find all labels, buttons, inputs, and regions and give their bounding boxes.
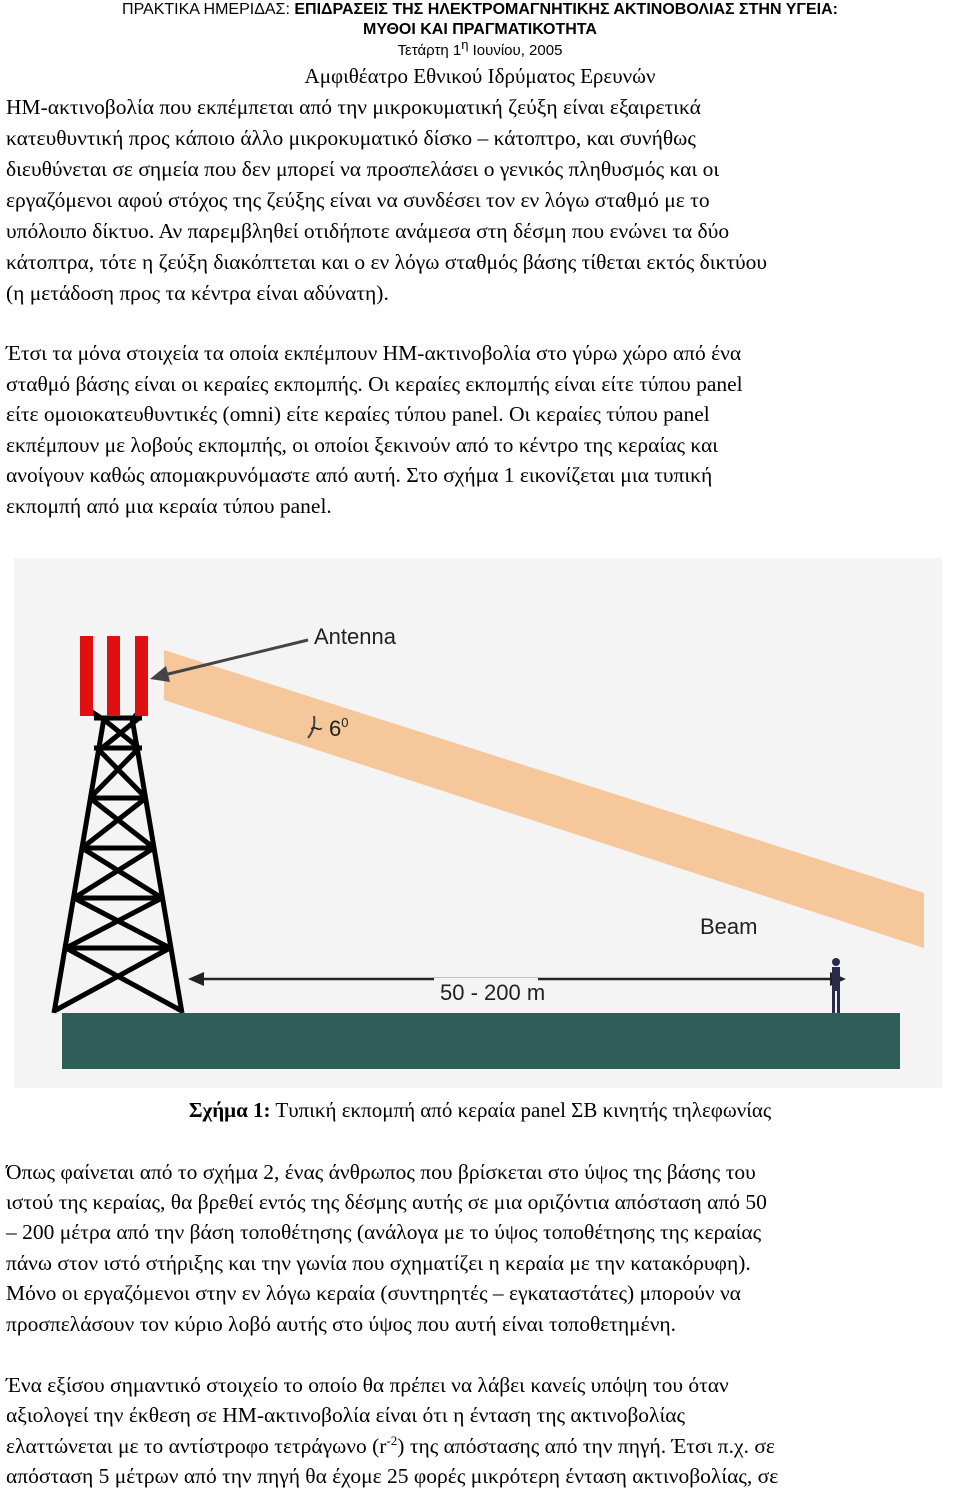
figure-caption xyxy=(0,1096,960,1124)
figure-svg xyxy=(14,558,942,1088)
date-rest: Ιουνίου, 2005 xyxy=(468,42,563,59)
p3-line: Μόνο οι εργαζόμενοι στην εν λόγω κεραία (συντηρητές – εγκαταστάτες) μπορούν να xyxy=(6,1281,741,1305)
ground xyxy=(62,1013,900,1069)
p2-line: εκπομπή από μια κεραία τύπου panel. xyxy=(6,494,332,518)
p2-line: σταθμό βάσης είναι οι κεραίες εκπομπής. Οι κεραίες εκπομπής είναι είτε τύπου panel xyxy=(6,372,743,396)
p3-line: ιστού της κεραίας, θα βρεθεί εντός της δέσμης αυτής σε μια οριζόντια απόσταση από 50 xyxy=(6,1190,767,1214)
p1-line: εργαζόμενοι αφού στόχος της ζεύξης είναι να συνδέσει τον εν λόγω σταθμό με το xyxy=(6,188,710,212)
p4-line3-a: ελαττώνεται με το αντίστροφο τετράγωνο (r xyxy=(6,1434,387,1458)
header-line2: ΜΥΘΟΙ ΚΑΙ ΠΡΑΓΜΑΤΙΚΟΤΗΤΑ xyxy=(363,21,597,38)
p3-line: Όπως φαίνεται από το σχήμα 2, ένας άνθρωπος που βρίσκεται στο ύψος της βάσης του xyxy=(6,1160,756,1184)
p4-line3-b: ) της απόστασης από την πηγή. Έτσι π.χ. σε xyxy=(397,1434,775,1458)
figure-background xyxy=(14,558,942,1088)
caption-text: Τυπική εκπομπή από κεραία panel ΣΒ κινητής τηλεφωνίας xyxy=(270,1098,772,1122)
date-sup: η xyxy=(461,37,469,52)
distance-label: 50 - 200 m xyxy=(440,980,546,1005)
p1-line: διευθύνεται σε σημεία που δεν μπορεί να προσπελάσει ο γενικός πληθυσμός και οι xyxy=(6,157,720,181)
header-date xyxy=(0,37,960,61)
p4-line: Ένα εξίσου σημαντικό στοιχείο το οποίο θα πρέπει να λάβει κανείς υπόψη του όταν xyxy=(6,1373,729,1397)
p1-line: υπόλοιπο δίκτυο. Αν παρεμβληθεί οτιδήποτε ανάμεσα στη δέσμη που ενώνει τα δύο xyxy=(6,219,730,243)
p1-line: κάτοπτρα, τότε η ζεύξη διακόπτεται και ο εν λόγω σταθμός βάσης τίθεται εκτός δικτύου xyxy=(6,250,768,274)
date-day: Τετάρτη 1 xyxy=(397,42,462,59)
p2-line: Έτσι τα μόνα στοιχεία τα οποία εκπέμπουν ΗΜ-ακτινοβολία στο γύρω χώρο από ένα xyxy=(6,341,742,365)
p4-line xyxy=(6,1432,775,1460)
p1-line: (η μετάδοση προς τα κέντρα είναι αδύνατη). xyxy=(6,281,389,305)
p2-line: εκπέμπουν με λοβούς εκπομπής, οι οποίοι ξεκινούν από το κέντρο της κεραίας και xyxy=(6,433,719,457)
p2-line: ανοίγουν καθώς απομακρυνόμαστε από αυτή. Στο σχήμα 1 εικονίζεται μια τυπική xyxy=(6,463,713,487)
header-line1 xyxy=(0,0,960,20)
header-title: ΕΠΙΔΡΑΣΕΙΣ ΤΗΣ ΗΛΕΚΤΡΟΜΑΓΝΗΤΙΚΗΣ ΑΚΤΙΝΟΒΟΛΙΑΣ ΣΤΗΝ ΥΓΕΙΑ: xyxy=(294,1,838,18)
header-venue: Αμφιθέατρο Εθνικού Ιδρύματος Ερευνών xyxy=(304,64,656,88)
p2-line: είτε ομοιοκατευθυντικές (omni) είτε κεραίες τύπου panel. Οι κεραίες τύπου panel xyxy=(6,402,710,426)
p3-line: προσπελάσουν τον κύριο λοβό αυτής στο ύψος που αυτή είναι τοποθετημένη. xyxy=(6,1312,677,1336)
p3-line: – 200 μέτρα από την βάση τοποθέτησης (ανάλογα με το ύψος τοποθέτησης της κεραίας xyxy=(6,1220,762,1244)
angle-label: ~ $6^0$ xyxy=(310,715,349,741)
p4-line: αξιολογεί την έκθεση σε ΗΜ-ακτινοβολία είναι ότι η ένταση της ακτινοβολίας xyxy=(6,1403,686,1427)
antenna-panels xyxy=(80,636,148,716)
p1-line: ΗΜ-ακτινοβολία που εκπέμπεται από την μικροκυματική ζεύξη είναι εξαιρετικά xyxy=(6,95,701,119)
antenna-label: Antenna xyxy=(314,624,396,649)
header-prefix: ΠΡΑΚΤΙΚΑ ΗΜΕΡΙΔΑΣ: xyxy=(122,1,290,18)
p4-line3-sup: -2 xyxy=(386,1432,398,1448)
p3-line: πάνω στον ιστό στήριξης και την γωνία που σχηματίζει η κεραία με την κατακόρυφη). xyxy=(6,1251,751,1275)
beam-label: Beam xyxy=(700,914,758,939)
p1-line: κατευθυντική προς κάποιο άλλο μικροκυματικό δίσκο – κάτοπτρο, και συνήθως xyxy=(6,126,696,150)
antenna-beam-figure xyxy=(14,558,942,1088)
p4-line: απόσταση 5 μέτρων από την πηγή θα έχομε 25 φορές μικρότερη ένταση ακτινοβολίας, σε xyxy=(6,1464,779,1488)
caption-label: Σχήμα 1: xyxy=(188,1098,271,1122)
